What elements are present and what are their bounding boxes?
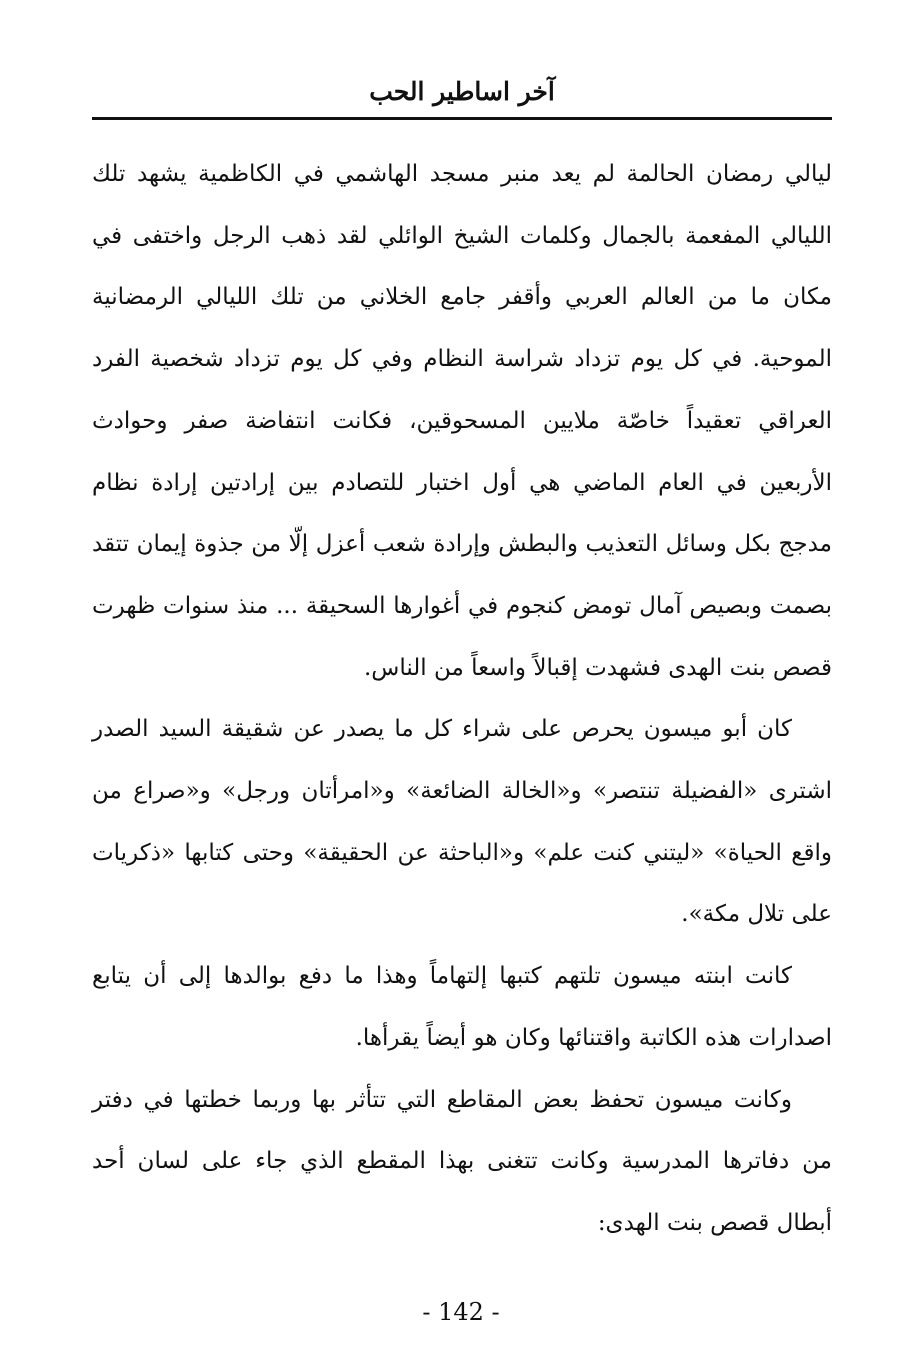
- paragraph: كان أبو ميسون يحرص على شراء كل ما يصدر عن شقيقة السيد الصدر اشترى «الفضيلة تنتصر» و«الخالة الضائعة» و«امرأتان ورجل» و«صراع من واقع الحياة» «ليتني كنت علم» و«الباحثة عن الحقيقة» وحتى كتابها «ذكريات على تلال مكة».: [92, 716, 832, 928]
- page-number: - 142 -: [422, 1298, 500, 1326]
- body-text: [92, 144, 832, 1255]
- paragraph: ليالي رمضان الحالمة لم يعد منبر مسجد الهاشمي في الكاظمية يشهد تلك الليالي المفعمة بالجمال وكلمات الشيخ الوائلي لقد ذهب الرجل واختفى في مكان ما من العالم العربي وأقفر جامع الخلاني من تلك الليالي الرمضانية الموحية. في كل يوم تزداد شراسة النظام وفي كل يوم تزداد شخصية الفرد العراقي تعقيداً خاصّة ملايين المسحوقين، فكانت انتفاضة صفر وحوادث الأربعين في العام الماضي هي أول اختبار للتصادم بين إرادتين إرادة نظام مدجج بكل وسائل التعذيب والبطش وإرادة شعب أعزل إلّا من جذوة إيمان تتقد بصمت وبصيص آمال تومض كنجوم في أغوارها السحيقة ... منذ سنوات ظهرت قصص بنت الهدى فشهدت إقبالاً واسعاً من الناس.: [92, 161, 832, 681]
- header-divider: [92, 117, 832, 120]
- paragraph: كانت ابنته ميسون تلتهم كتبها إلتهاماً وهذا ما دفع بوالدها إلى أن يتابع اصدارات هذه الكاتبة واقتنائها وكان هو أيضاً يقرأها.: [92, 963, 832, 1051]
- paragraph: وكانت ميسون تحفظ بعض المقاطع التي تتأثر بها وربما خطتها في دفتر من دفاترها المدرسية وكانت تتغنى بهذا المقطع الذي جاء على لسان أحد أبطال قصص بنت الهدى:: [92, 1086, 832, 1236]
- running-header-title: آخر اساطير الحب: [369, 77, 555, 106]
